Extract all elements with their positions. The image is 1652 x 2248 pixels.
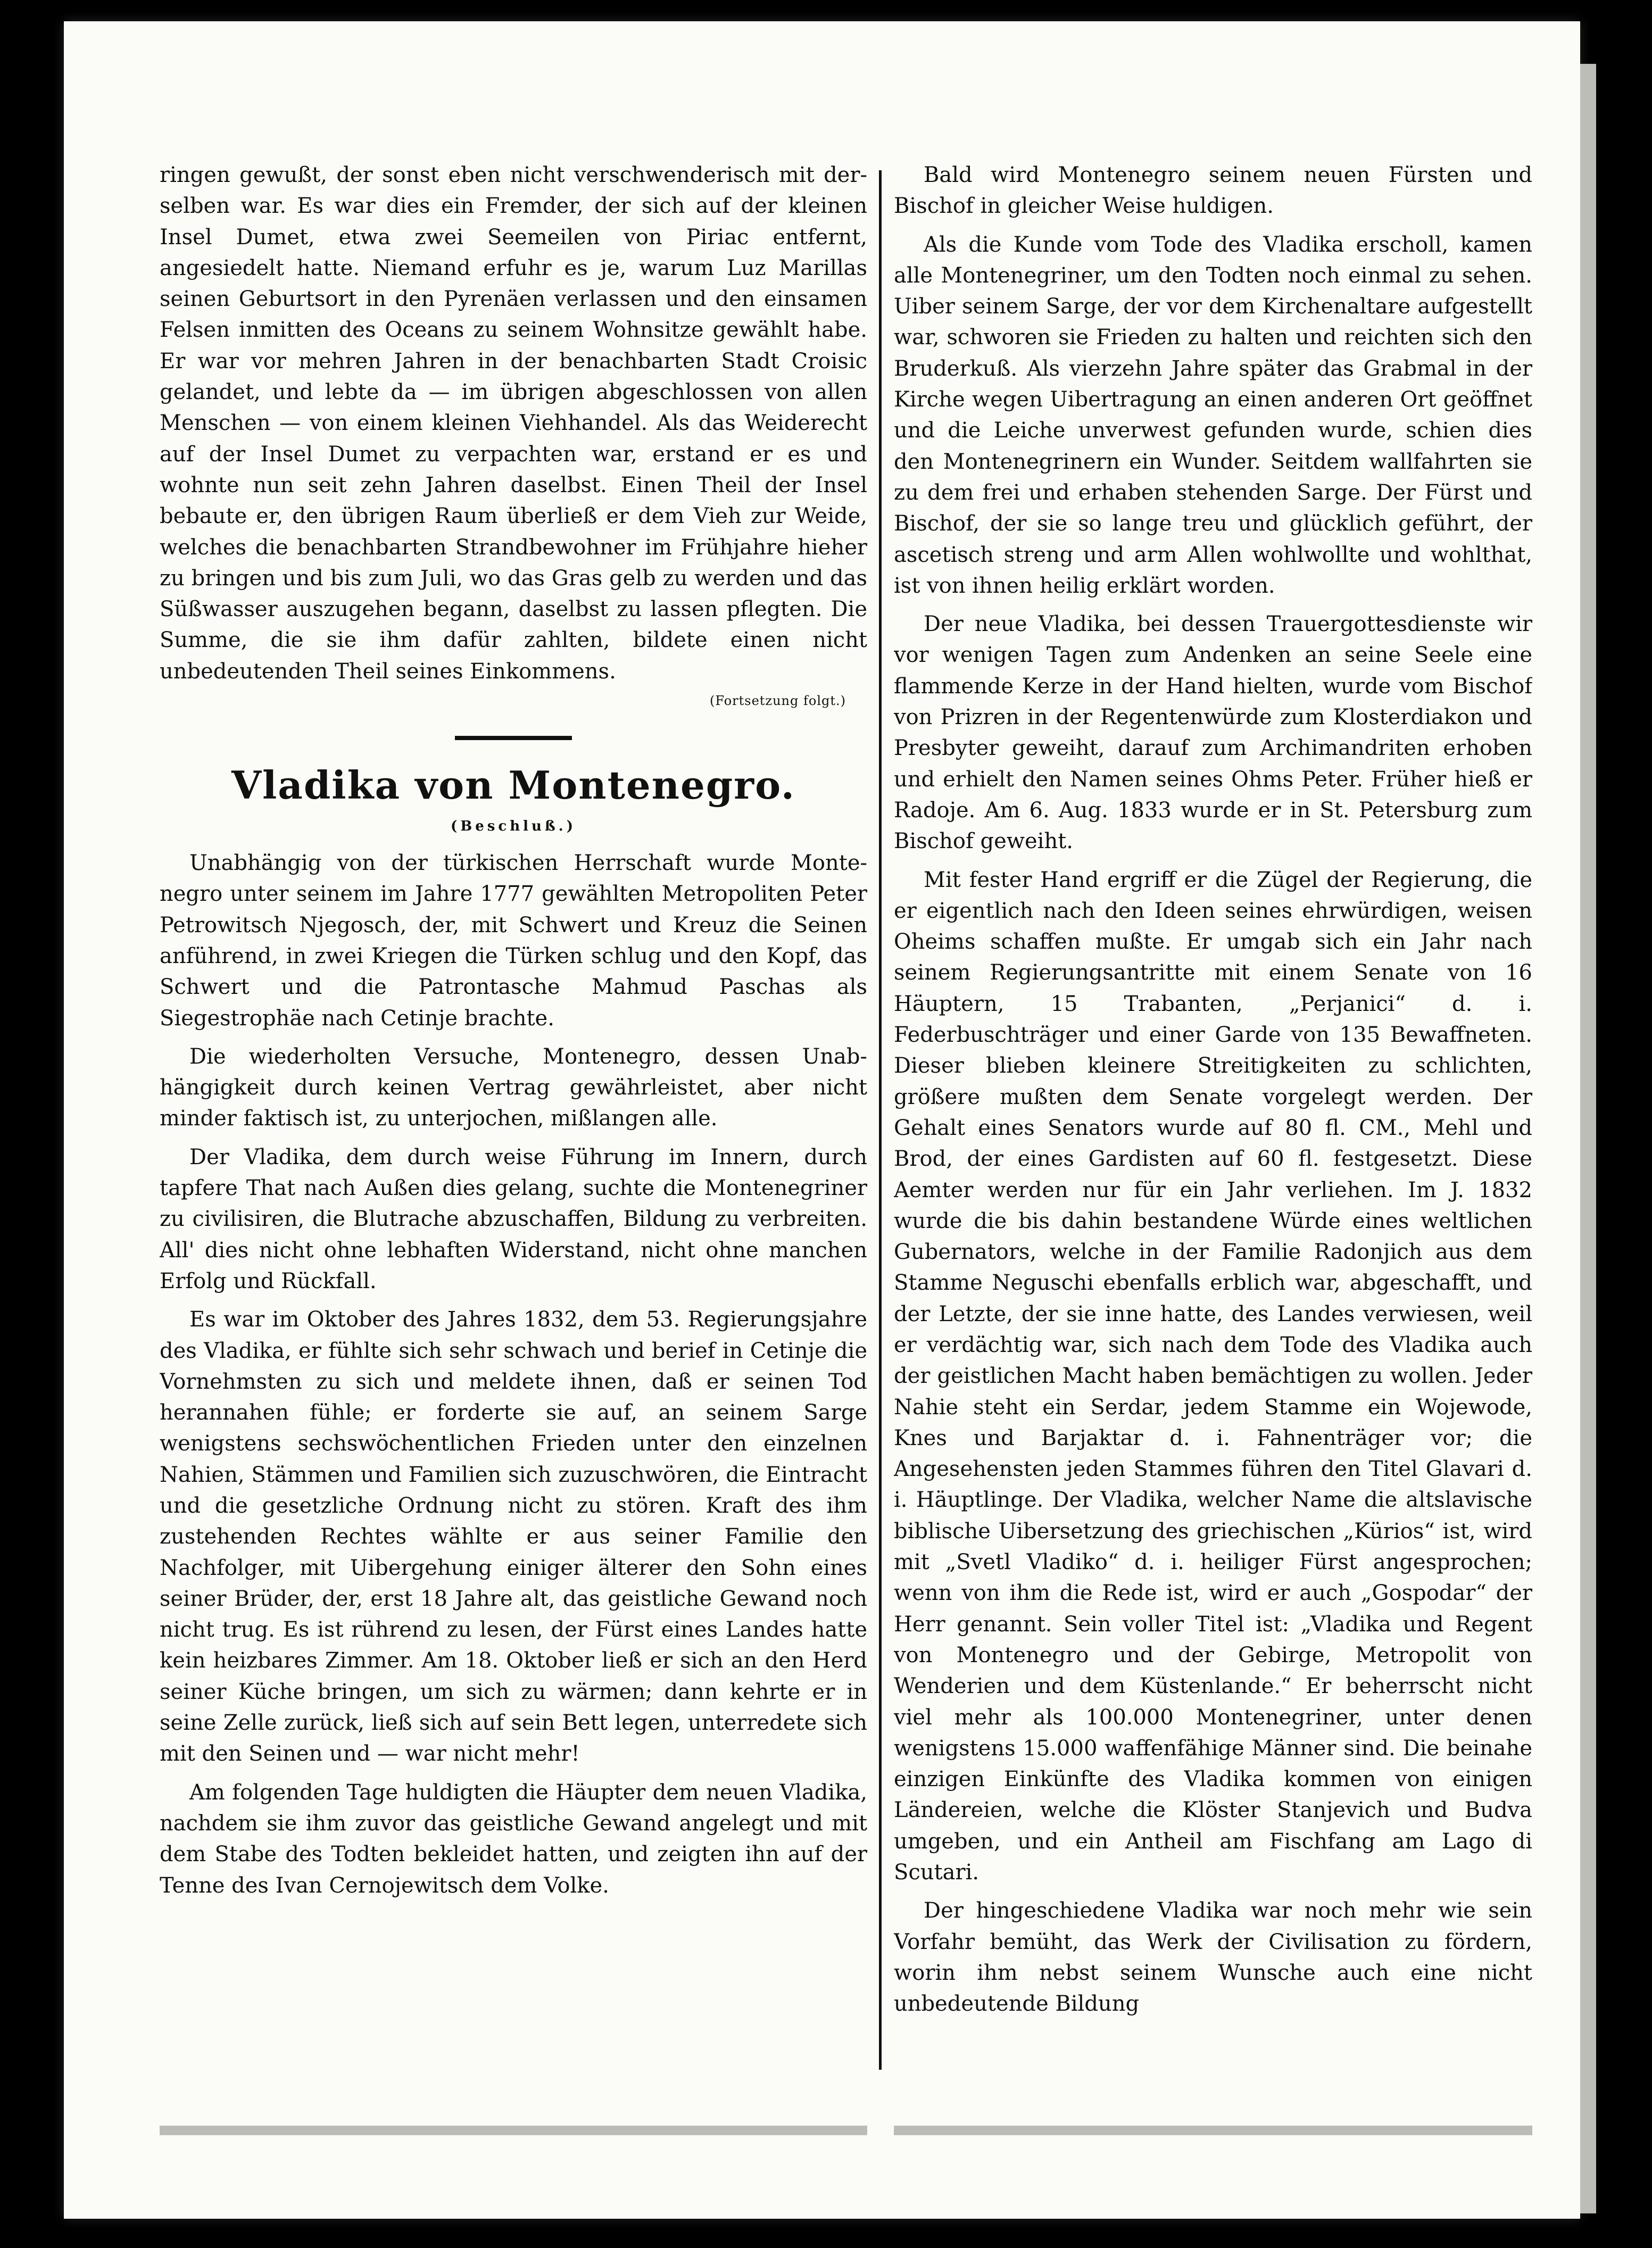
article-paragraph: Als die Kunde vom Tode des Vladika erscholl, kamen alle Montenegriner, um den Todten noch einmal zu sehen. Uiber seinem Sarge, der vor dem Kirchenaltare aufgestellt war, schworen sie Frieden zu halten und reichten sich den Bruderkuß. Als vierzehn Jahre später das Grabmal in der Kirche wegen Uibertragung an einen anderen Ort geöffnet und die Leiche unverwest gefunden wurde, schien dies den Montenegrinern ein Wunder. Seitdem wallfahrten sie zu dem frei und erhaben stehenden Sarge. Der Fürst und Bischof, der sie so lange treu und glücklich geführt, der ascetisch streng und arm Allen wohlwollte und wohlthat, ist von ihnen heilig erklärt worden.: [894, 232, 1532, 598]
continuation-note: (Fortsetzung folgt.): [710, 693, 846, 709]
article-paragraph: Die wiederholten Versuche, Montenegro, dessen Unabhängigkeit durch keinen Vertrag gewährleistet, aber nicht minder faktisch ist, zu unterjochen, mißlangen alle.: [160, 1044, 867, 1131]
article-paragraph: Der Vladika, dem durch weise Führung im Innern, durch tapfere That nach Außen dies gelang, suchte die Montenegriner zu civilisiren, die Blutrache abzuschaffen, Bildung zu verbreiten. All' dies nicht ohne lebhaften Widerstand, nicht ohne manchen Erfolg und Rückfall.: [160, 1144, 867, 1293]
story-paragraph: ringen gewußt, der sonst eben nicht verschwenderisch mit derselben war. Es war dies ein Fremder, der sich auf der kleinen Insel Dumet, etwa zwei Seemeilen von Piriac entfernt, angesiedelt hatte. Niemand erfuhr es je, warum Luz Marillas seinen Geburtsort in den Pyrenäen verlassen und den einsamen Felsen inmitten des Oceans zu seinem Wohnsitze gewählt habe. Er war vor mehren Jahren in der benachbarten Stadt Croisic gelandet, und lebte da — im übrigen abgeschlossen von allen Menschen — von einem kleinen Viehhandel. Als das Weiderecht auf der Insel Dumet zu verpachten war, erstand er es und wohnte nun seit zehn Jahren daselbst. Einen Theil der Insel bebaute er, den übrigen Raum überließ er dem Vieh zur Weide, welches die benachbarten Strandbewohner im Frühjahre hieher zu bringen und bis zum Juli, wo das Gras gelb zu werden und das Süßwasser auszugehen begann, daselbst zu lassen pflegten. Die Summe, die sie ihm dafür zahlten, bildete einen nicht unbedeutenden Theil seines Einkommens.: [160, 163, 867, 684]
right-column: [894, 160, 1532, 2096]
article-paragraph: Am folgenden Tage huldigten die Häupter dem neuen Vladika, nachdem sie ihm zuvor das geistliche Gewand angelegt und mit dem Stabe des Todten bekleidet hatten, und zeigten ihn auf der Tenne des Ivan Cernojewitsch dem Volke.: [160, 1780, 867, 1898]
bleed-through-noise: [160, 2126, 867, 2135]
section-divider-rule: [455, 736, 572, 740]
page-edge: [1580, 64, 1596, 2213]
article-paragraph: Bald wird Montenegro seinem neuen Fürsten und Bischof in gleicher Weise huldigen.: [894, 163, 1532, 219]
left-column: [160, 160, 867, 2096]
article-paragraph: Der hingeschiedene Vladika war noch mehr wie sein Vorfahr bemüht, das Werk der Civilisation zu fördern, worin ihm nebst seinem Wunsche auch eine nicht unbedeutende Bildung: [894, 1898, 1532, 2017]
article-subtitle: (Beschluß.): [450, 818, 577, 835]
article-paragraph: Mit fester Hand ergriff er die Zügel der Regierung, die er eigentlich nach den Ideen seines ehrwürdigen, weisen Oheims schaffen mußte. Er umgab sich ein Jahr nach seinem Regierungsantritte mit einem Senate von 16 Häuptern, 15 Trabanten, „Perjanici“ d. i. Federbuschträger und einer Garde von 135 Bewaffneten. Dieser blieben kleinere Streitigkeiten zu schlichten, größere mußten dem Senate vorgelegt werden. Der Gehalt eines Senators wurde auf 80 fl. CM., Mehl und Brod, der eines Gardisten auf 60 fl. festgesetzt. Diese Aemter werden nur für ein Jahr verliehen. Im J. 1832 wurde die bis dahin bestandene Würde eines weltlichen Gubernators, welche in der Familie Radonjich aus dem Stamme Neguschi ebenfalls erblich war, abgeschafft, und der Letzte, der sie inne hatte, des Landes verwiesen, weil er verdächtig war, sich nach dem Tode des Vladika auch der geistlichen Macht haben bemächtigen zu wollen. Jeder Nahie steht ein Serdar, jedem Stamme ein Wojewode, Knes und Barjaktar d. i. Fahnenträger vor; die Angesehensten jeden Stammes führen den Titel Glavari d. i. Häuptlinge. Der Vladika, welcher Name die altslavische biblische Uibersetzung des griechischen „Kürios“ ist, wird mit „Svetl Vladiko“ d. i. heiliger Fürst angesprochen; wenn von ihm die Rede ist, wird er auch „Gospodar“ der Herr genannt. Sein voller Titel ist: „Vladika und Regent von Montenegro und der Gebirge, Metropolit von Wenderien und dem Küstenlande.“ Er beherrscht nicht viel mehr als 100.000 Montenegriner, unter denen wenigstens 15.000 waffenfähige Männer sind. Die beinahe einzigen Einkünfte des Vladika kommen von einigen Ländereien, welche die Klöster Stanjevich und Budva umgeben, und ein Antheil am Fischfang am Lago di Scutari.: [894, 867, 1532, 1885]
column-divider: [879, 170, 882, 2070]
article-paragraph: Unabhängig von der türkischen Herrschaft wurde Montenegro unter seinem im Jahre 1777 gewählten Metropoliten Peter Petrowitsch Njegosch, der, mit Schwert und Kreuz die Seinen anführend, in zwei Kriegen die Türken schlug und den Kopf, das Schwert und die Patrontasche Mahmud Paschas als Siegestrophäe nach Cetinje brachte.: [160, 851, 867, 1031]
article-title: Vladika von Montenegro.: [231, 762, 795, 808]
article-paragraph: Der neue Vladika, bei dessen Trauergottesdienste wir vor wenigen Tagen zum Andenken an seine Seele eine flammende Kerze in der Hand hielten, wurde vom Bischof von Prizren in der Regentenwürde zum Klosterdiakon und Presbyter geweiht, darauf zum Archimandriten erhoben und erhielt den Namen seines Ohms Peter. Früher hieß er Radoje. Am 6. Aug. 1833 wurde er in St. Petersburg zum Bischof geweiht.: [894, 612, 1532, 854]
article-paragraph: Es war im Oktober des Jahres 1832, dem 53. Regierungsjahre des Vladika, er fühlte sich sehr schwach und berief in Cetinje die Vornehmsten zu sich und meldete ihnen, daß er seinen Tod herannahen fühle; er forderte sie auf, an seinem Sarge wenigstens sechswöchentlichen Frieden unter den einzelnen Nahien, Stämmen und Familien sich zuzuschwören, die Eintracht und die gesetzliche Ordnung nicht zu stören. Kraft des ihm zustehenden Rechtes wählte er aus seiner Familie den Nachfolger, mit Uibergehung einiger älterer den Sohn eines seiner Brüder, der, erst 18 Jahre alt, das geistliche Gewand noch nicht trug. Es ist rührend zu lesen, der Fürst eines Landes hatte kein heizbares Zimmer. Am 18. Oktober ließ er sich an den Herd seiner Küche bringen, um sich zu wärmen; dann kehrte er in seine Zelle zurück, ließ sich auf sein Bett legen, unterredete sich mit den Seinen und — war nicht mehr!: [160, 1307, 867, 1766]
bleed-through-noise: [894, 2126, 1532, 2135]
